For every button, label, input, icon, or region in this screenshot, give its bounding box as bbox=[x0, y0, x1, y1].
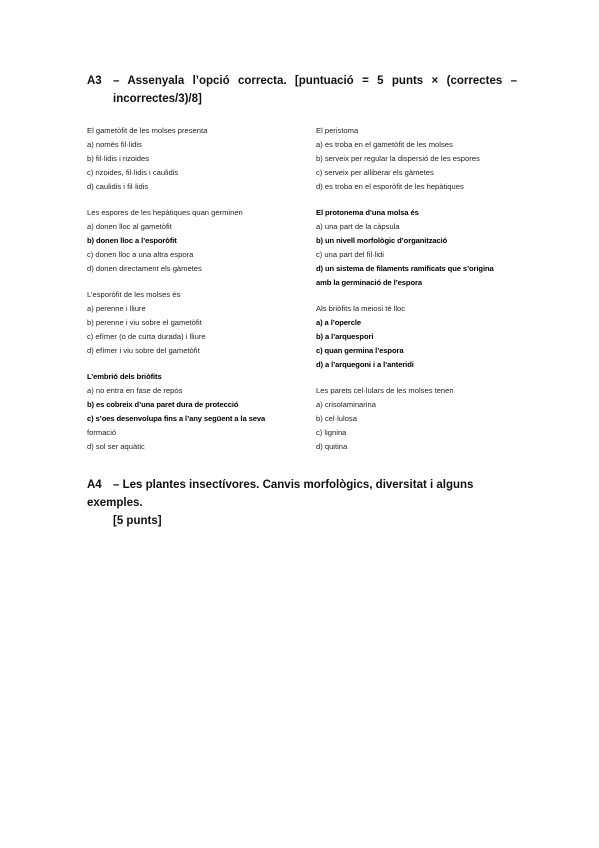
answer-option: c) una part del fil·lidi bbox=[316, 250, 384, 259]
answer-option: b) serveix per regular la dispersió de les espores bbox=[316, 154, 480, 163]
question-block bbox=[316, 384, 521, 454]
answer-option: b) cel·lulosa bbox=[316, 414, 357, 423]
question-stem: Als briòfits la meiosi té lloc bbox=[316, 304, 406, 313]
answer-option: c) donen lloc a una altra espora bbox=[87, 250, 194, 259]
question-block bbox=[87, 206, 292, 276]
section-a4-title: – Les plantes insectívores. Canvis morfològics, diversitat i alguns exemples. bbox=[87, 479, 474, 509]
answer-option: c) quan germina l’espora bbox=[316, 346, 404, 355]
question-block bbox=[87, 124, 292, 194]
answer-option: a) només fil·lidis bbox=[87, 140, 142, 149]
answer-option: d) efímer i viu sobre del gametòfit bbox=[87, 346, 200, 355]
answer-option: c) lignina bbox=[316, 428, 347, 437]
answer-option: a) no entra en fase de repòs bbox=[87, 386, 183, 395]
answer-option: c) rizoides, fil·lidis i caulidis bbox=[87, 168, 179, 177]
question-stem: L’esporòfit de les molses és bbox=[87, 290, 181, 299]
answer-option: formació bbox=[87, 428, 117, 437]
answer-option: c) serveix per alliberar els gàmetes bbox=[316, 168, 434, 177]
answer-option: c) s’oes desenvolupa fins a l’any següent a la seva bbox=[87, 414, 266, 423]
answer-option: d) a l’arquegoni i a l’anteridi bbox=[316, 360, 414, 369]
section-a4-number: A4 bbox=[87, 479, 102, 491]
section-a3-number: A3 bbox=[87, 75, 102, 87]
answer-option: a) una part de la càpsula bbox=[316, 222, 400, 231]
section-a4-title-continued: [5 punts] bbox=[113, 515, 162, 527]
answer-option: b) perenne i viu sobre el gametòfit bbox=[87, 318, 202, 327]
question-stem: L’embrió dels briòfits bbox=[87, 372, 162, 381]
answer-option: a) perenne i lliure bbox=[87, 304, 146, 313]
questions-column-right bbox=[316, 124, 521, 466]
question-stem: Les parets cel·lulars de les molses tenen bbox=[316, 386, 454, 395]
answer-option: c) efímer (o de curta durada) i lliure bbox=[87, 332, 206, 341]
answer-option: a) es troba en el gametòfit de les molses bbox=[316, 140, 453, 149]
answer-option: d) caulidis i fil·lidis bbox=[87, 182, 149, 191]
answer-option: d) donen directament els gàmetes bbox=[87, 264, 202, 273]
question-stem: Les espores de les hepàtiques quan germinen bbox=[87, 208, 243, 217]
answer-option: d) un sistema de filaments ramificats que s’origina bbox=[316, 264, 494, 273]
question-block bbox=[316, 302, 521, 372]
section-a3-title-continued: incorrectes/3)/8] bbox=[113, 93, 202, 105]
answer-option: a) crisolaminarina bbox=[316, 400, 376, 409]
answer-option: a) a l’opercle bbox=[316, 318, 362, 327]
question-block bbox=[316, 206, 521, 290]
answer-option: d) es troba en el esporòfit de les hepàtiques bbox=[316, 182, 464, 191]
question-block bbox=[316, 124, 521, 194]
section-a3-heading-line1 bbox=[87, 72, 517, 90]
section-a4-heading-line1 bbox=[87, 476, 517, 512]
answer-option: b) es cobreix d’una paret dura de protecció bbox=[87, 400, 239, 409]
section-a3-title: – Assenyala l’opció correcta. [puntuació = 5 punts × (correctes – bbox=[113, 75, 517, 87]
answer-option: d) quitina bbox=[316, 442, 348, 451]
question-stem: El protonema d’una molsa és bbox=[316, 208, 419, 217]
questions-column-left bbox=[87, 124, 292, 466]
answer-option: d) sol ser aquàtic bbox=[87, 442, 145, 451]
question-stem: El peristoma bbox=[316, 126, 359, 135]
question-block bbox=[87, 288, 292, 358]
answer-option: amb la germinació de l’espora bbox=[316, 278, 422, 287]
section-a4-heading bbox=[87, 476, 517, 530]
question-stem: El gametòfit de les molses presenta bbox=[87, 126, 208, 135]
answer-option: b) un nivell morfològic d’organització bbox=[316, 236, 448, 245]
answer-option: b) donen lloc a l’esporòfit bbox=[87, 236, 177, 245]
answer-option: b) fil·lidis i rizoides bbox=[87, 154, 150, 163]
question-block bbox=[87, 370, 292, 454]
answer-option: a) donen lloc al gametòfit bbox=[87, 222, 172, 231]
section-a3-heading bbox=[87, 72, 517, 108]
answer-option: b) a l’arquespori bbox=[316, 332, 374, 341]
